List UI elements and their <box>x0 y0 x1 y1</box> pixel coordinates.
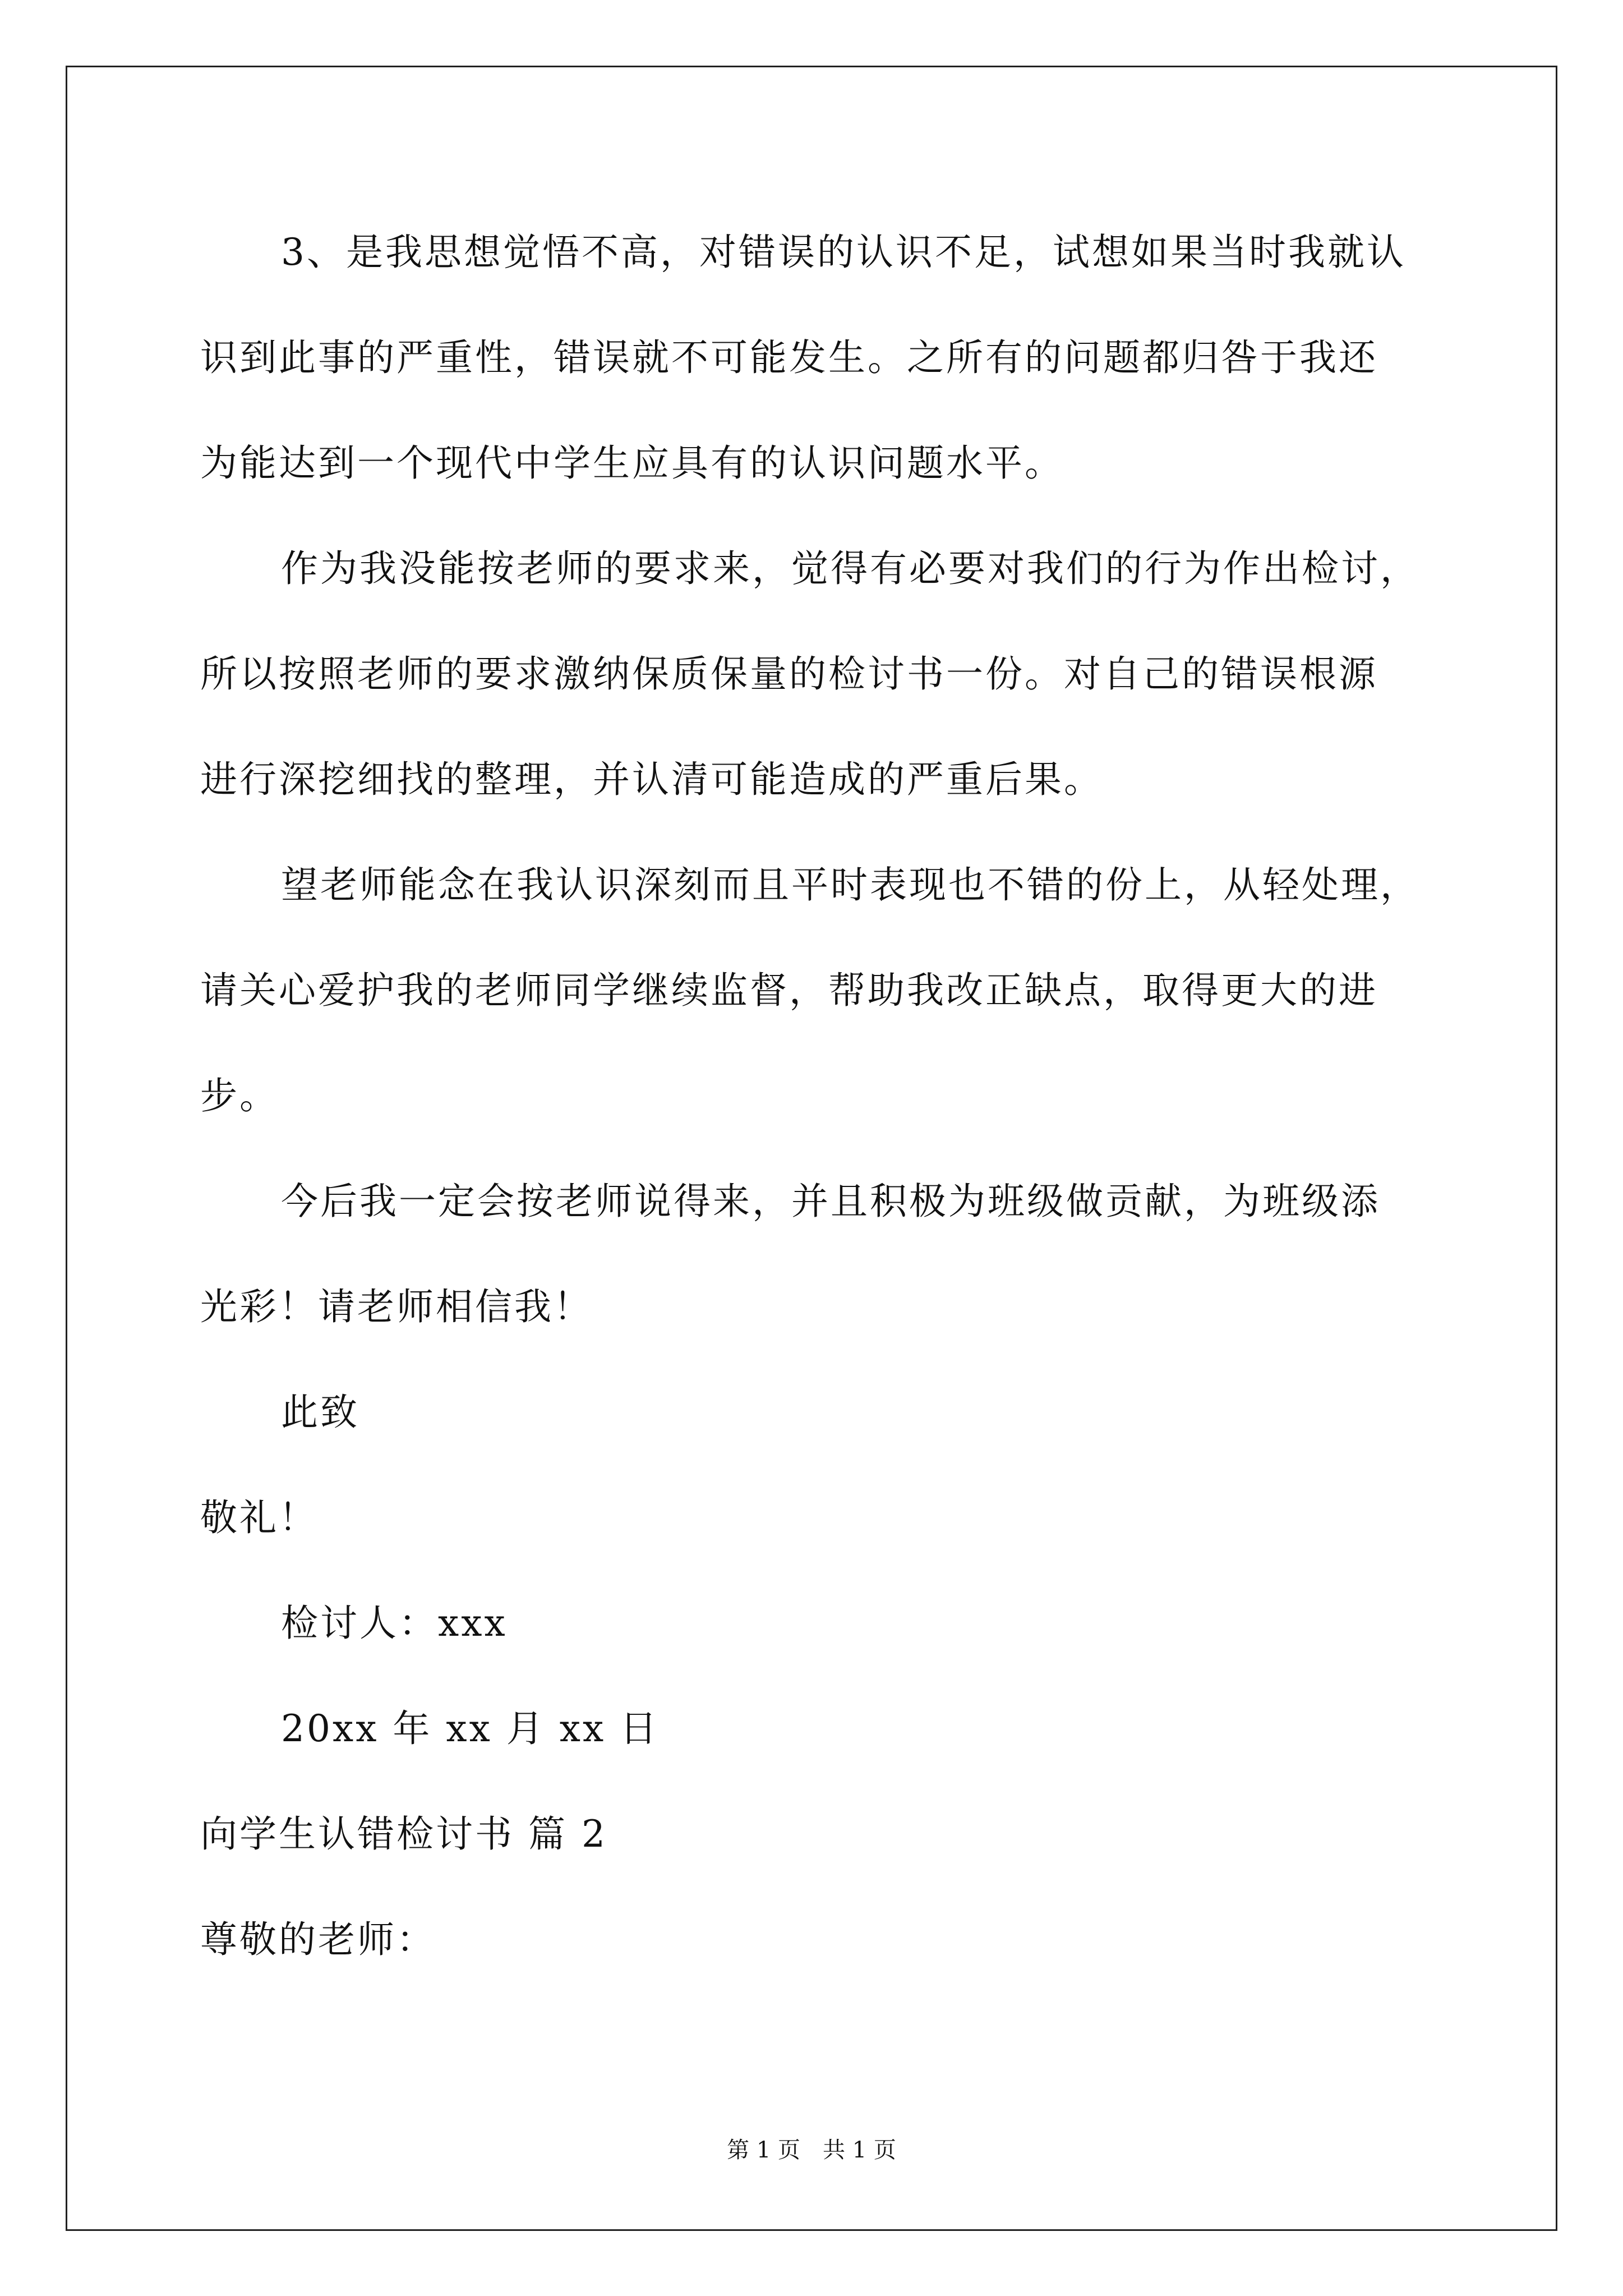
paragraph-line: 为能达到一个现代中学生应具有的认识问题水平。 <box>200 441 1064 485</box>
paragraph-line: 今后我一定会按老师说得来，并且积极为班级做贡献，为班级添 <box>281 1180 1380 1223</box>
date-line: 20xx 年 xx 月 xx 日 <box>281 1707 660 1750</box>
paragraph-line: 步。 <box>200 1074 279 1117</box>
signer-line: 检讨人：xxx <box>281 1602 508 1645</box>
paragraph-line: 望老师能念在我认识深刻而且平时表现也不错的份上，从轻处理， <box>281 863 1419 907</box>
paragraph-line: 识到此事的严重性，错误就不可能发生。之所有的问题都归咎于我还 <box>200 336 1378 379</box>
paragraph-line: 3、是我思想觉悟不高，对错误的认识不足，试想如果当时我就认 <box>281 231 1406 274</box>
page-footer: 第 1 页 共 1 页 <box>727 2137 896 2163</box>
paragraph-line: 进行深挖细找的整理，并认清可能造成的严重后果。 <box>200 758 1103 801</box>
paragraph-line: 请关心爱护我的老师同学继续监督，帮助我改正缺点，取得更大的进 <box>200 969 1378 1012</box>
section-title: 向学生认错检讨书 篇 2 <box>200 1812 607 1856</box>
paragraph-line: 作为我没能按老师的要求来，觉得有必要对我们的行为作出检讨， <box>281 547 1419 590</box>
page-border <box>66 66 1557 2231</box>
paragraph-line: 所以按照老师的要求激纳保质保量的检讨书一份。对自己的错误根源 <box>200 652 1378 696</box>
paragraph-line: 光彩！请老师相信我！ <box>200 1285 593 1328</box>
salutation: 尊敬的老师： <box>200 1918 436 1961</box>
closing-salute: 敬礼！ <box>200 1496 318 1539</box>
closing-line: 此致 <box>281 1391 359 1434</box>
